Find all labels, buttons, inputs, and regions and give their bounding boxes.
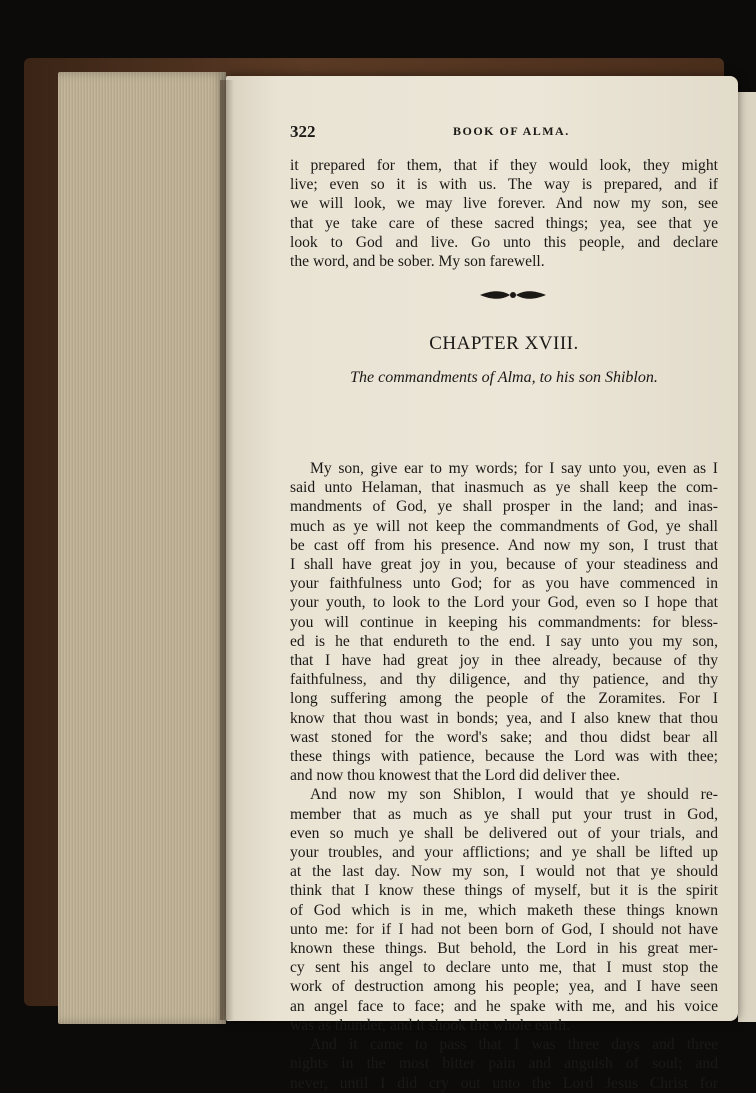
text-line: the word, and be sober. My son farewell. [290, 253, 545, 271]
text-line: My son, give ear to my words; for I say unto you, even as I [310, 460, 718, 477]
chapter-summary: The commandments of Alma, to his son Shiblon. [350, 369, 658, 386]
page-edges [58, 72, 226, 1024]
text-line: that I have had great joy in thee already, because of thy [290, 652, 718, 670]
previous-chapter-text [290, 156, 718, 271]
text-line: And it came to pass that I was three days and three [310, 1036, 718, 1054]
text-line: faithfulness, and thy diligence, and thy patience, and thy [290, 671, 718, 689]
text-line: you will continue in keeping his commandments: for bless- [290, 613, 718, 631]
text-line: never, until I did cry out unto the Lord Jesus Christ for [290, 1074, 718, 1092]
text-line: nights in the most bitter pain and anguish of soul; and [290, 1055, 718, 1073]
text-line: at the last day. Now my son, I would not that ye should [290, 863, 718, 881]
text-line: think that I know these things of myself, but it is the spirit [290, 882, 718, 900]
page-number: 322 [290, 122, 316, 141]
text-line: And now my son Shiblon, I would that ye should re- [310, 786, 718, 804]
text-line: known these things. But behold, the Lord in his great mer- [290, 940, 718, 958]
text-line: cy sent his angel to declare unto me, that I must stop the [290, 959, 718, 977]
text-line: even so much ye shall be delivered out of your trials, and [290, 824, 718, 842]
text-line: we will look, we may live forever. And now my son, see [290, 195, 718, 213]
text-line: much as ye will not keep the commandments of God, ye shall [290, 517, 718, 535]
ornament-divider-icon [478, 289, 548, 301]
chapter-title: CHAPTER XVIII. [429, 333, 579, 354]
text-line: wast stoned for the word's sake; and thou didst bear all [290, 728, 718, 746]
text-line: was as thunder, and it shook the whole earth. [290, 1016, 570, 1034]
text-line: live; even so it is with us. The way is prepared, and if [290, 176, 718, 194]
text-line: member that as much as ye shall put your trust in God, [290, 805, 718, 823]
text-line: mandments of God, ye shall prosper in the land; and inas- [290, 498, 718, 516]
text-line: unto me: for if I had not been born of God, I should not have [290, 920, 718, 938]
text-line: your faithfulness unto God; for as you have commenced in [290, 575, 718, 593]
text-line: ed is he that endureth to the end. I say unto you my son, [290, 632, 718, 650]
text-line: that ye take care of these sacred things; yea, see that ye [290, 214, 718, 232]
text-line: said unto Helaman, that inasmuch as ye shall keep the com- [290, 479, 718, 497]
text-line: of God which is in me, which maketh these things known [290, 901, 718, 919]
book-page [226, 76, 738, 1092]
text-line: your troubles, and your afflictions; and ye shall be lifted up [290, 844, 718, 862]
text-line: it prepared for them, that if they would look, they might [290, 157, 718, 174]
page-header [290, 122, 710, 142]
text-line: your youth, to look to the Lord your God, even so I hope that [290, 594, 718, 612]
gutter-shadow [220, 80, 234, 1020]
text-line: be cast off from his presence. And now my son, I trust that [290, 536, 718, 554]
text-line: know that thou wast in bonds; yea, and I also knew that thou [290, 709, 718, 727]
text-line: I shall have great joy in you, because of your steadiness and [290, 556, 718, 574]
text-line: an angel face to face; and he spake with me, and his voice [290, 997, 718, 1015]
facing-page-sliver [738, 92, 756, 1022]
text-line: long suffering among the people of the Zoramites. For I [290, 690, 718, 708]
text-line: look to God and live. Go unto this people, and declare [290, 233, 718, 251]
text-line: work of destruction among his people; yea, and I have seen [290, 978, 718, 996]
text-line: these things with patience, because the Lord was with thee; [290, 748, 718, 766]
text-line: and now thou knowest that the Lord did deliver thee. [290, 767, 620, 785]
chapter-body [290, 459, 718, 1093]
running-head: BOOK OF ALMA. [453, 124, 570, 138]
